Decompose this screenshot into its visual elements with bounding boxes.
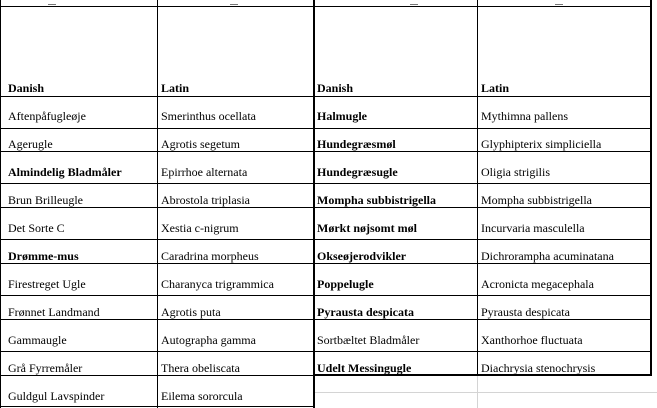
border [0,239,651,240]
cell-latin-right[interactable]: Mompha subbistrigella [481,193,592,207]
cell-danish-left[interactable]: Grå Fyrremåler [8,361,83,375]
header-danish-right[interactable]: Danish [317,81,354,95]
cell-danish-left[interactable]: Gammaugle [8,333,67,347]
cell-danish-left[interactable]: Drømme-mus [8,249,79,263]
cell-latin-left[interactable]: Agrotis segetum [161,137,240,151]
cell-danish-left[interactable]: Agerugle [8,137,53,151]
cell-danish-left[interactable]: Almindelig Bladmåler [8,165,122,179]
cell-latin-right[interactable]: Diachrysia stenochrysis [481,361,596,375]
cut-off-cell [48,0,56,5]
cut-off-cell [555,0,563,5]
cell-latin-left[interactable]: Epirrhoe alternata [161,165,248,179]
border [0,6,651,7]
border [0,128,651,129]
cell-danish-right[interactable]: Pyrausta despicata [317,305,414,319]
cell-danish-right[interactable]: Okseøjerodvikler [317,249,407,263]
cell-latin-left[interactable]: Autographa gamma [161,333,256,347]
cell-danish-right[interactable]: Mørkt nøjsomt møl [317,221,417,235]
cell-danish-right[interactable]: Halmugle [317,109,367,123]
border [0,351,651,352]
cell-danish-left[interactable]: Brun Brilleugle [8,193,83,207]
cell-latin-right[interactable]: Glyphipterix simpliciella [481,137,602,151]
cell-latin-right[interactable]: Mythimna pallens [481,109,568,123]
cell-danish-right[interactable]: Udelt Messingugle [317,361,412,375]
cell-latin-right[interactable]: Oligia strigilis [481,165,550,179]
cell-danish-right[interactable]: Hundegræsugle [317,165,398,179]
border [0,183,651,184]
header-latin-left[interactable]: Latin [161,81,190,95]
cell-danish-left[interactable]: Det Sorte C [8,221,65,235]
cell-latin-right[interactable]: Incurvaria masculella [481,221,585,235]
cell-latin-right[interactable]: Acronicta megacephala [481,277,594,291]
cell-latin-left[interactable]: Eilema sororcula [161,389,243,403]
cell-latin-right[interactable]: Pyrausta despicata [481,305,570,319]
cell-latin-left[interactable]: Xestia c-nigrum [161,221,239,235]
cell-latin-left[interactable]: Agrotis puta [161,305,221,319]
gridline [314,392,657,393]
cell-danish-left[interactable]: Guldgul Lavspinder [8,389,105,403]
border [157,0,158,408]
cell-danish-left[interactable]: Frønnet Landmand [8,305,100,319]
cell-latin-left[interactable]: Charanyca trigrammica [161,277,274,291]
border [0,406,314,407]
border [0,295,651,296]
cut-off-cell [230,0,238,5]
cell-latin-left[interactable]: Abrostola triplasia [161,193,250,207]
cell-danish-right[interactable]: Poppelugle [317,277,374,291]
cell-latin-right[interactable]: Dichrorampha acuminatana [481,249,614,263]
cell-latin-left[interactable]: Caradrina morpheus [161,249,259,263]
cell-danish-right[interactable]: Mompha subbistrigella [317,193,437,207]
header-danish-left[interactable]: Danish [8,81,45,95]
cell-danish-right[interactable]: Hundegræsmøl [317,137,396,151]
header-latin-right[interactable]: Latin [481,81,510,95]
cell-danish-left[interactable]: Firestreget Ugle [8,277,86,291]
cell-danish-left[interactable]: Aftenpåfugleøje [8,109,86,123]
cell-latin-left[interactable]: Thera obeliscata [161,361,240,375]
cut-off-cell [410,0,418,5]
cell-latin-right[interactable]: Xanthorhoe fluctuata [481,333,583,347]
border [0,0,1,408]
cell-danish-right[interactable]: Sortbæltet Bladmåler [317,333,420,347]
cell-latin-left[interactable]: Smerinthus ocellata [161,109,256,123]
